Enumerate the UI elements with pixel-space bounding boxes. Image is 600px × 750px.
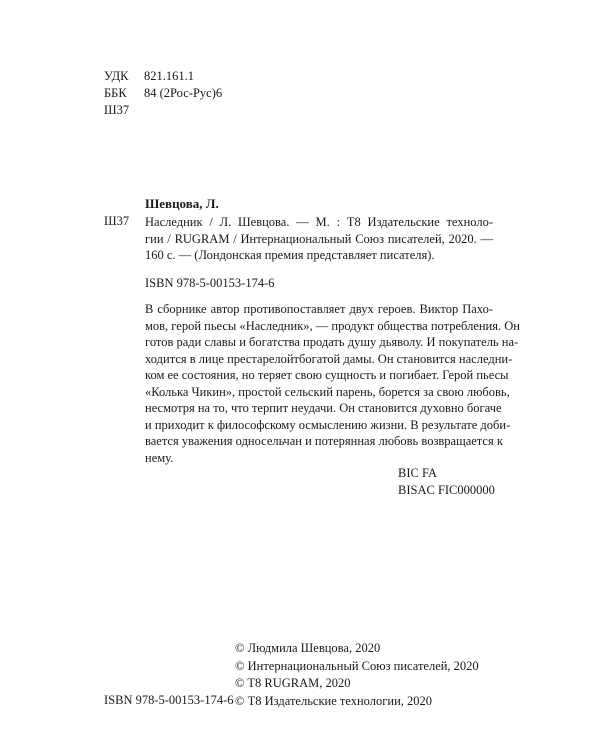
biblio-line: 160 с. — (Лондонская премия представляет писателя). <box>145 248 435 262</box>
annotation-line: и приходит к философскому осмыслению жизни. В результате доби- <box>145 417 511 432</box>
copyright-line: © Т8 Издательские технологии, 2020 <box>235 693 433 708</box>
copyright-line: © Интернациональный Союз писателей, 2020 <box>235 658 479 673</box>
author-mark: Ш37 <box>104 103 130 117</box>
copyright-line: © Людмила Шевцова, 2020 <box>235 641 381 655</box>
author-code: Ш37 <box>104 214 130 228</box>
annotation-line: ходится в лице престарелойтбогатой дамы. Он становится наследни- <box>145 351 513 366</box>
udk-value: 821.161.1 <box>144 69 194 83</box>
annotation-line: нему. <box>145 450 174 465</box>
annotation-line: ком ее состояния, но теряет свою сущность и погибает. Герой пьесы <box>145 368 509 382</box>
udk-line <box>104 68 194 85</box>
subject-codes <box>398 465 495 499</box>
bbk-line <box>104 85 222 102</box>
copyright-block <box>235 640 479 710</box>
footer-isbn: ISBN 978-5-00153-174-6 <box>104 693 234 707</box>
annotation-line: «Колька Чикин», простой сельский парень, борется за свою любовь, <box>145 384 510 399</box>
biblio-line: гии / RUGRAM / Интернациональный Союз писателей, 2020. — <box>145 231 493 246</box>
bbk-value: 84 (2Рос-Рус)6 <box>144 86 223 100</box>
annotation-line: В сборнике автор противопоставляет двух героев. Виктор Пахо- <box>145 302 493 316</box>
bic-code: BIC FA <box>398 466 438 480</box>
biblio-line: Наследник / Л. Шевцова. — М. : Т8 Издательские техноло- <box>145 215 493 229</box>
udk-label: УДК <box>104 69 129 83</box>
annotation <box>145 301 520 466</box>
annotation-line: вается уважения односельчан и потерянная любовь возвращается к <box>145 434 503 448</box>
bibliographic-description <box>145 214 493 264</box>
bisac-code: BISAC FIC000000 <box>398 483 495 497</box>
isbn: ISBN 978-5-00153-174-6 <box>145 276 275 290</box>
author-heading: Шевцова, Л. <box>145 196 219 211</box>
annotation-line: готов ради славы и богатства продать душу дьяволу. И покупатель на- <box>145 335 519 349</box>
annotation-line: мов, герой пьесы «Наследник», — продукт общества потребления. Он <box>145 318 520 333</box>
copyright-line: © T8 RUGRAM, 2020 <box>235 676 351 690</box>
annotation-line: несмотря на то, что терпит неудачи. Он становится духовно богаче <box>145 401 502 415</box>
bbk-label: ББК <box>104 86 127 100</box>
